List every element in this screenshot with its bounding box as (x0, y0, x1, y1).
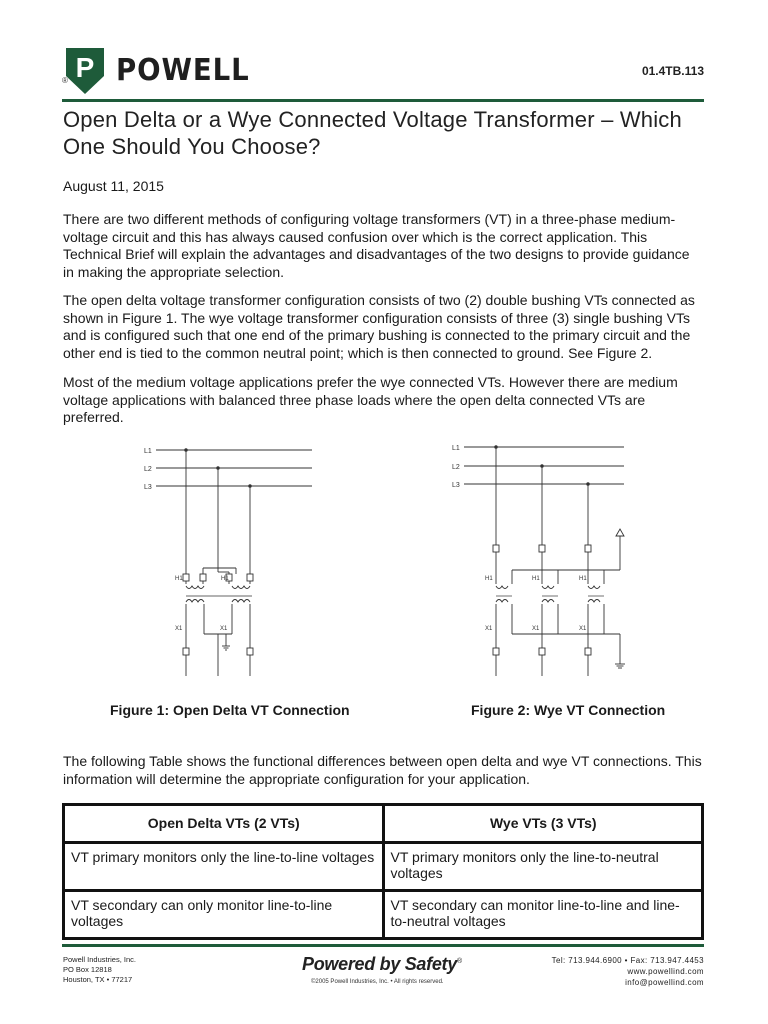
fig1-label-h1-right: H1 (221, 576, 229, 582)
fig2-label-h1-2: H1 (532, 576, 540, 582)
footer-company: Powell Industries, Inc. (63, 955, 136, 964)
table-header-row (64, 805, 703, 843)
fig1-label-l3: L3 (144, 484, 152, 491)
table-row (64, 891, 703, 939)
powell-logo-icon (62, 46, 108, 96)
table-cell: VT secondary can only monitor line-to-line voltages (64, 891, 384, 939)
footer-phone: Tel: 713.944.6900 • Fax: 713.947.4453 (551, 956, 704, 965)
footer-website[interactable]: www.powellind.com (627, 967, 704, 976)
table-header-open-delta: Open Delta VTs (2 VTs) (64, 805, 384, 843)
table-cell: VT primary monitors only the line-to-line voltages (64, 843, 384, 891)
fig1-label-l2: L2 (144, 466, 152, 473)
fig1-label-h1-left: H1 (175, 576, 183, 582)
figure-wye-diagram (448, 436, 638, 686)
configuration-paragraph: The open delta voltage transformer configuration consists of two (2) double bushing VTs connected as shown in Figure 1. The wye voltage transformer configuration consists of three (3) single bushing VTs and is configured such that one end of the primary bushing is connected to the primary circuit and the other end is tied to the common neutral point; which is then connected to ground. See Figure 2. (63, 292, 695, 361)
logo-registered-mark: ® (62, 76, 68, 85)
fig2-label-l3: L3 (452, 482, 460, 489)
document-number: 01.4TB.113 (641, 64, 704, 78)
footer-copyright: ©2005 Powell Industries, Inc. • All rights reserved. (311, 979, 444, 985)
fig2-label-x1-2: X1 (532, 626, 540, 632)
footer-contact (552, 955, 704, 988)
document-date: August 11, 2015 (63, 178, 164, 194)
comparison-table (62, 803, 704, 940)
figure-1-caption: Figure 1: Open Delta VT Connection (110, 702, 350, 718)
fig2-label-l2: L2 (452, 464, 460, 471)
footer-slogan-mark: ® (456, 958, 462, 965)
fig2-label-h1-3: H1 (579, 576, 587, 582)
logo-letter: P (75, 52, 95, 83)
intro-paragraph: There are two different methods of configuring voltage transformers (VT) in a three-phase medium-voltage circuit and this has always caused confusion over which is the correct application. This Technical Brief will explain the advantages and disadvantages of the two designs to provide guidance in making the appropriate selection. (63, 211, 690, 280)
table-intro-paragraph: The following Table shows the functional differences between open delta and wye VT connections. This information will determine the appropriate configuration for your application. (63, 753, 702, 787)
footer-address (63, 955, 136, 985)
figure-2-caption: Figure 2: Wye VT Connection (471, 702, 666, 718)
table-header-wye: Wye VTs (3 VTs) (383, 805, 703, 843)
footer-slogan-text: Powered by Safety (302, 954, 457, 974)
footer-divider (62, 944, 704, 947)
fig1-label-l1: L1 (144, 448, 152, 455)
figure-open-delta-diagram (138, 436, 328, 686)
header-divider (62, 99, 704, 102)
logo-wordmark: POWELL (116, 53, 250, 88)
document-title: Open Delta or a Wye Connected Voltage Transformer – Which One Should You Choose? (63, 107, 682, 159)
fig1-label-x1-left: X1 (175, 626, 183, 632)
table-cell: VT secondary can monitor line-to-line and line-to-neutral voltages (383, 891, 703, 939)
fig2-label-x1-1: X1 (485, 626, 493, 632)
fig1-label-x1-right: X1 (220, 626, 228, 632)
footer-city: Houston, TX • 77217 (63, 975, 133, 984)
table-row (64, 843, 703, 891)
fig2-label-x1-3: X1 (579, 626, 587, 632)
footer-email[interactable]: info@powellind.com (625, 978, 704, 987)
fig2-label-l1: L1 (452, 445, 460, 452)
footer-slogan (302, 954, 462, 975)
footer-po-box: PO Box 12818 (63, 965, 112, 974)
preference-paragraph: Most of the medium voltage applications prefer the wye connected VTs. However there are medium voltage applications with balanced three phase loads where the open delta connected VTs are preferred. (63, 374, 678, 425)
table-cell: VT primary monitors only the line-to-neutral voltages (383, 843, 703, 891)
fig2-label-h1-1: H1 (485, 576, 493, 582)
